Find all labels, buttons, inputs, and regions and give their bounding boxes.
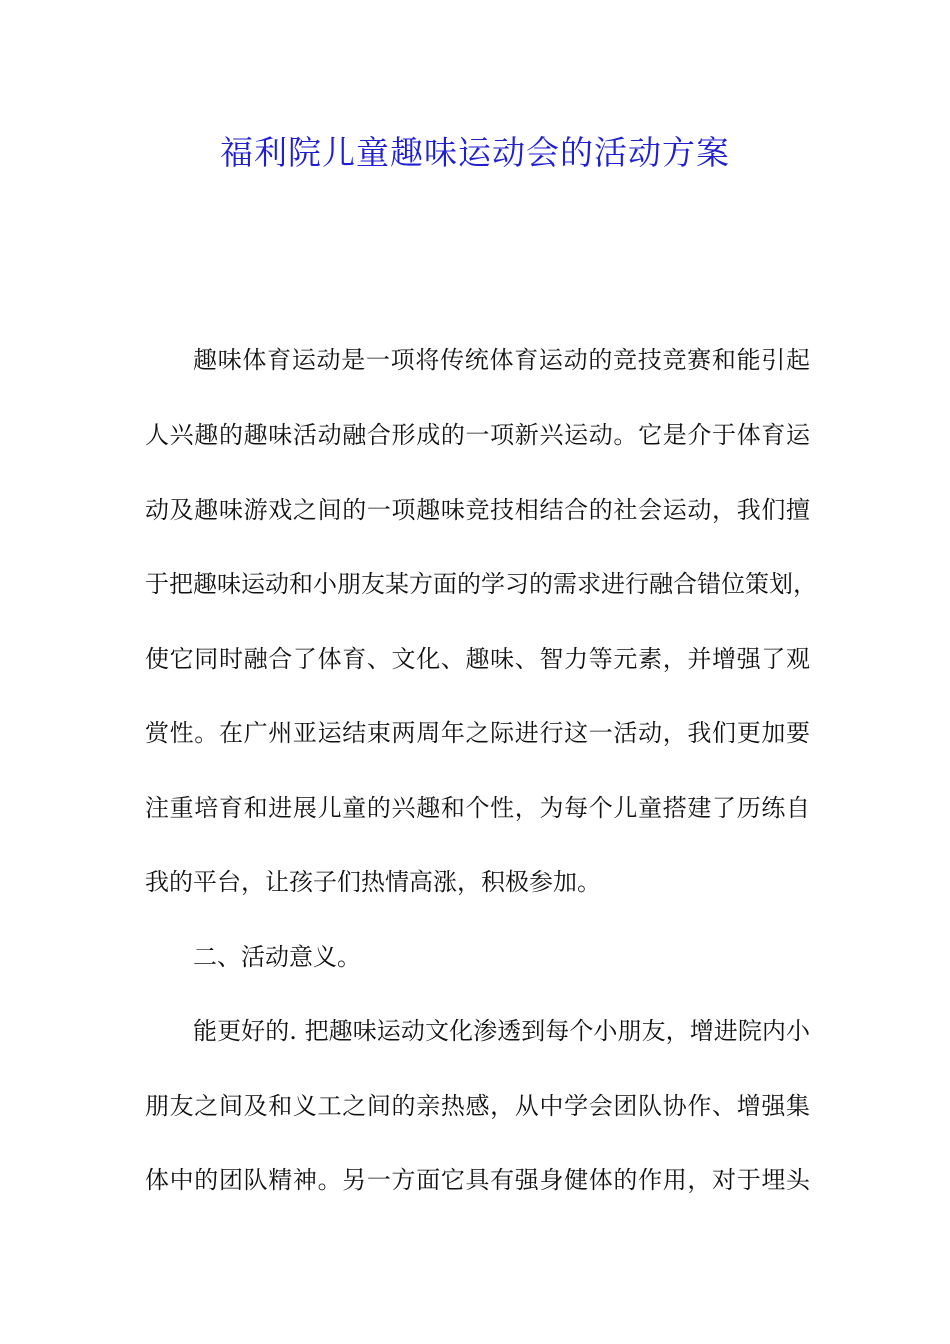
- paragraph-line: 体中的团队精神。另一方面它具有强身健体的作用，对于埋头: [145, 1166, 810, 1194]
- paragraph-line: 能更好的. 把趣味运动文化渗透到每个小朋友，增进院内小: [193, 1017, 810, 1045]
- paragraph-line: 于把趣味运动和小朋友某方面的学习的需求进行融合错位策划，: [145, 570, 817, 598]
- paragraph-line: 朋友之间及和义工之间的亲热感，从中学会团队协作、增强集: [145, 1092, 810, 1120]
- paragraph-line: 赏性。在广州亚运结束两周年之际进行这一活动，我们更加要: [145, 719, 810, 747]
- document-title: 福利院儿童趣味运动会的活动方案: [220, 133, 730, 172]
- paragraph-line: 我的平台，让孩子们热情高涨，积极参加。: [145, 868, 601, 896]
- paragraph-line: 趣味体育运动是一项将传统体育运动的竞技竞赛和能引起: [193, 346, 810, 374]
- paragraph-line: 动及趣味游戏之间的一项趣味竞技相结合的社会运动，我们擅: [145, 496, 810, 524]
- paragraph-line: 人兴趣的趣味活动融合形成的一项新兴运动。它是介于体育运: [145, 421, 810, 449]
- section-heading: 二、活动意义。: [193, 943, 361, 971]
- paragraph-line: 注重培育和进展儿童的兴趣和个性，为每个儿童搭建了历练自: [145, 794, 810, 822]
- paragraph-line: 使它同时融合了体育、文化、趣味、智力等元素，并增强了观: [145, 645, 810, 673]
